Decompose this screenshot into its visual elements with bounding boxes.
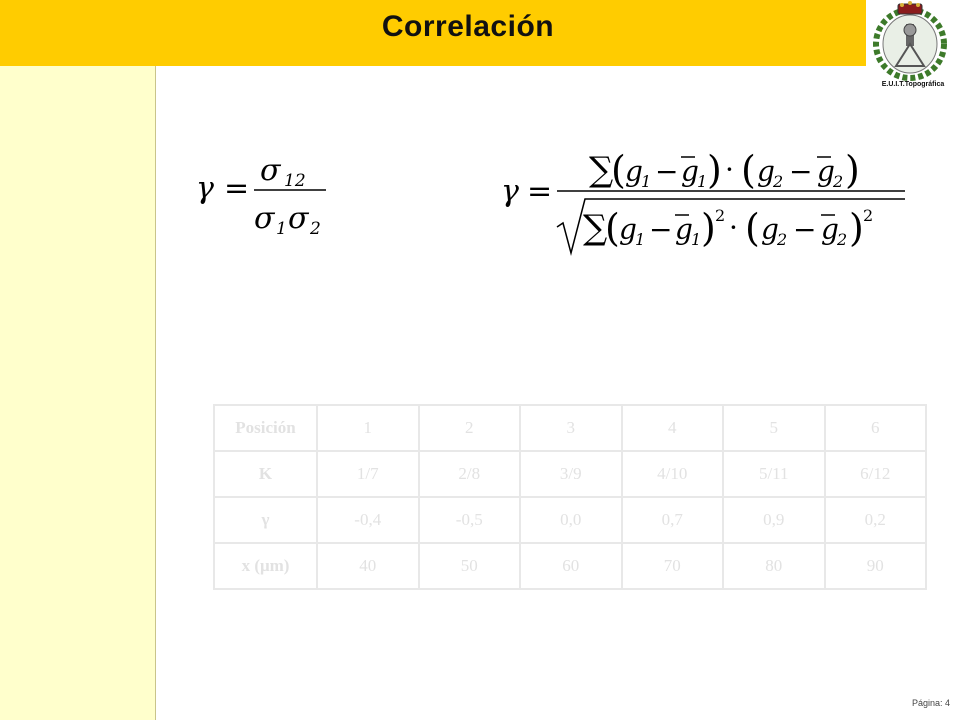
formula-subscript: 2 bbox=[837, 230, 848, 249]
row-header: x (μm) bbox=[214, 543, 317, 589]
table-cell: 0,2 bbox=[825, 497, 927, 543]
row-header: Posición bbox=[214, 405, 317, 451]
table-cell: 4 bbox=[622, 405, 724, 451]
formula-paren: ) bbox=[849, 206, 864, 250]
formula-g: g bbox=[675, 213, 693, 246]
table-cell: 1 bbox=[317, 405, 419, 451]
table-cell: 80 bbox=[723, 543, 825, 589]
formula-g: g bbox=[821, 213, 839, 246]
formula-subscript: 2 bbox=[833, 172, 844, 191]
table-cell: 90 bbox=[825, 543, 927, 589]
table-row bbox=[214, 543, 926, 589]
formula-simple bbox=[190, 150, 340, 240]
formula-sigma: σ bbox=[260, 153, 281, 188]
formula-subscript: 1 bbox=[641, 172, 652, 191]
table-cell: 2 bbox=[419, 405, 521, 451]
table-row bbox=[214, 405, 926, 451]
formula-sum: ∑ bbox=[583, 208, 608, 248]
table-cell: 70 bbox=[622, 543, 724, 589]
table-cell: 60 bbox=[520, 543, 622, 589]
formula-g: g bbox=[817, 155, 835, 188]
table-cell: 1/7 bbox=[317, 451, 419, 497]
table-cell: 3/9 bbox=[520, 451, 622, 497]
formula-g: g bbox=[625, 155, 643, 188]
formula-dot: · bbox=[729, 211, 738, 244]
formula-g: g bbox=[619, 213, 637, 246]
formula-paren: ( bbox=[605, 206, 620, 250]
table-cell: 6 bbox=[825, 405, 927, 451]
formula-gamma: γ bbox=[501, 174, 519, 209]
left-sidebar-bar bbox=[0, 0, 156, 720]
row-header: K bbox=[214, 451, 317, 497]
formula-subscript: 1 bbox=[635, 230, 646, 249]
slide-title: Correlación bbox=[381, 10, 555, 43]
formula-paren: ( bbox=[611, 148, 626, 192]
data-table bbox=[213, 404, 927, 590]
table-cell: 6/12 bbox=[825, 451, 927, 497]
formula-minus: − bbox=[655, 155, 679, 188]
formula-paren: ( bbox=[745, 206, 760, 250]
formula-full bbox=[495, 135, 910, 260]
table-row bbox=[214, 451, 926, 497]
table-cell: 50 bbox=[419, 543, 521, 589]
formula-subscript: 12 bbox=[284, 171, 306, 191]
table-cell: 0,0 bbox=[520, 497, 622, 543]
table-cell: 0,7 bbox=[622, 497, 724, 543]
formula-minus: − bbox=[793, 213, 817, 246]
table-cell: 5 bbox=[723, 405, 825, 451]
formula-g: g bbox=[757, 155, 775, 188]
formula-minus: − bbox=[789, 155, 813, 188]
page-number: Página: 4 bbox=[911, 698, 950, 708]
formula-subscript: 1 bbox=[697, 172, 708, 191]
formula-paren: ) bbox=[701, 206, 716, 250]
formula-sum: ∑ bbox=[589, 150, 614, 190]
formula-subscript: 2 bbox=[777, 230, 788, 249]
formula-subscript: 2 bbox=[310, 219, 321, 239]
logo-caption: E.U.I.T.Topográfica bbox=[881, 81, 945, 88]
formula-sigma: σ bbox=[254, 201, 275, 236]
table-cell: 40 bbox=[317, 543, 419, 589]
formula-paren: ) bbox=[707, 148, 722, 192]
formula-superscript: 2 bbox=[715, 206, 726, 225]
formula-equals: = bbox=[527, 174, 553, 209]
formula-paren: ) bbox=[845, 148, 860, 192]
formula-equals: = bbox=[224, 171, 250, 206]
table-cell: -0,4 bbox=[317, 497, 419, 543]
table-cell: 4/10 bbox=[622, 451, 724, 497]
formula-g: g bbox=[761, 213, 779, 246]
formula-gamma: γ bbox=[196, 171, 214, 206]
formula-superscript: 2 bbox=[863, 206, 874, 225]
table-cell: 5/11 bbox=[723, 451, 825, 497]
formula-sigma: σ bbox=[288, 201, 309, 236]
table-cell: 3 bbox=[520, 405, 622, 451]
table-cell: -0,5 bbox=[419, 497, 521, 543]
table-cell: 2/8 bbox=[419, 451, 521, 497]
formula-paren: ( bbox=[741, 148, 756, 192]
formula-dot: · bbox=[725, 153, 734, 186]
formula-subscript: 1 bbox=[691, 230, 702, 249]
table-cell: 0,9 bbox=[723, 497, 825, 543]
row-header: γ bbox=[214, 497, 317, 543]
formula-subscript: 1 bbox=[276, 219, 287, 239]
formula-g: g bbox=[681, 155, 699, 188]
formula-minus: − bbox=[649, 213, 673, 246]
formula-subscript: 2 bbox=[773, 172, 784, 191]
table-row bbox=[214, 497, 926, 543]
